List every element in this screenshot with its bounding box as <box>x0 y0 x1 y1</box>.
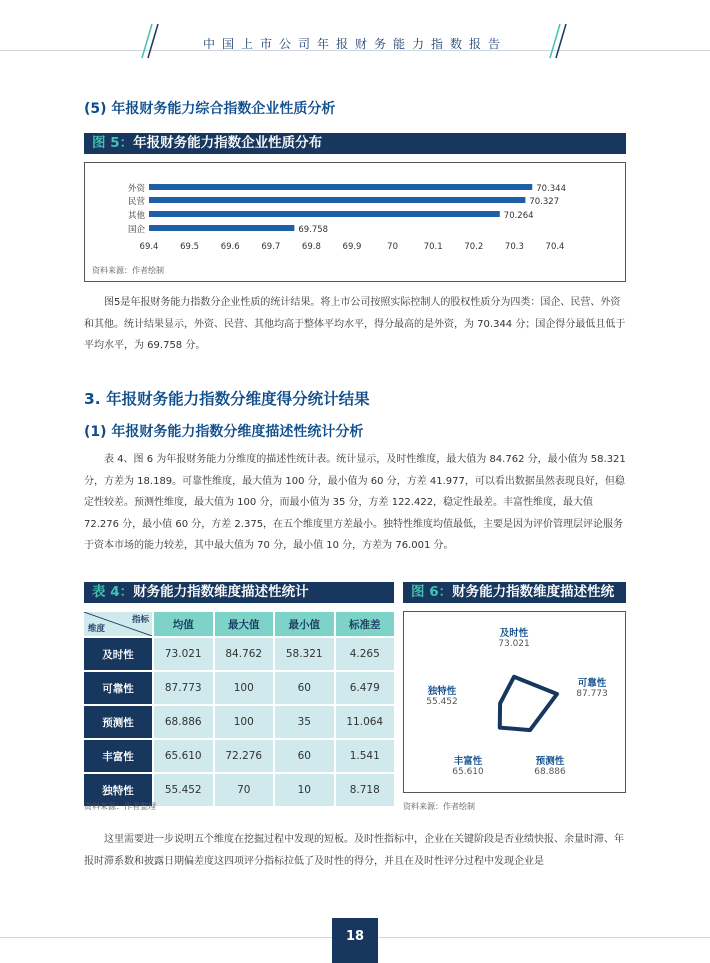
table4-cell: 55.452 <box>154 774 213 806</box>
figure6-chart-box <box>403 611 626 793</box>
radar-label-uniqueness <box>414 686 470 708</box>
radar-point <box>555 693 558 696</box>
radar-point <box>513 675 516 678</box>
bar-category-label: 外资 <box>127 184 145 194</box>
table4-row-name: 预测性 <box>84 706 152 738</box>
bar-data-label: 70.344 <box>536 184 567 194</box>
table4-cell: 60 <box>275 672 334 704</box>
bar-category-label: 民营 <box>127 197 145 207</box>
table-row <box>84 638 394 670</box>
table4-cell: 11.064 <box>336 706 395 738</box>
table4-cell: 68.886 <box>154 706 213 738</box>
x-tick-label: 69.8 <box>301 242 321 252</box>
x-tick-label: 69.6 <box>220 242 240 252</box>
table4-cell: 35 <box>275 706 334 738</box>
table-row <box>84 706 394 738</box>
bar-category-label: 国企 <box>127 225 145 235</box>
radar-point <box>498 726 501 729</box>
table4-header-row <box>84 612 394 636</box>
figure6-title-bar <box>403 582 626 603</box>
radar-label-timeliness <box>486 628 542 650</box>
x-tick-label: 69.7 <box>261 242 281 252</box>
table4-corner-top: 指标 <box>131 615 149 625</box>
table4-title: 财务能力指数维度描述性统计 <box>133 584 309 600</box>
table4-cell: 73.021 <box>154 638 213 670</box>
figure5-bar-chart <box>85 163 625 281</box>
table4-label: 表 4： <box>92 584 134 600</box>
x-tick-label: 70.4 <box>545 242 565 252</box>
radar-point <box>499 702 502 705</box>
page-number: 18 <box>332 918 378 963</box>
table4-cell: 84.762 <box>215 638 274 670</box>
x-tick-label: 70.3 <box>504 242 524 252</box>
table-row <box>84 740 394 772</box>
table4-source: 资料来源：作者整理 <box>84 802 156 811</box>
table4-cell: 100 <box>215 672 274 704</box>
radar-label-value: 87.773 <box>576 689 608 699</box>
table4-corner-cell <box>84 612 152 636</box>
table4-header-std: 标准差 <box>336 612 395 636</box>
table4-cell: 65.610 <box>154 740 213 772</box>
table4-cell: 8.718 <box>336 774 395 806</box>
header-title: 中国上市公司年报财务能力指数报告 <box>202 37 507 51</box>
table4-cell: 1.541 <box>336 740 395 772</box>
figure5-chart-box <box>84 162 626 282</box>
figure5-source: 资料来源：作者绘制 <box>92 266 164 275</box>
section-heading-3: 3. 年报财务能力指数分维度得分统计结果 <box>84 390 370 408</box>
bar-data-label: 70.327 <box>529 197 560 207</box>
radar-label-value: 68.886 <box>534 767 566 777</box>
figure6-title: 财务能力指数维度描述性统 <box>452 584 615 600</box>
table4-cell: 100 <box>215 706 274 738</box>
figure5-label: 图 5： <box>92 135 134 151</box>
figure5-title: 年报财务能力指数企业性质分布 <box>133 135 323 151</box>
figure5-title-bar <box>84 133 626 154</box>
radar-label-value: 65.610 <box>452 767 484 777</box>
bar <box>149 184 532 190</box>
x-tick-label: 70 <box>387 242 399 252</box>
table4-cell: 60 <box>275 740 334 772</box>
figure6-source: 资料来源：作者绘制 <box>403 802 475 811</box>
radar-label-predictability <box>522 756 578 778</box>
section-heading-3-1: (1) 年报财务能力指数分维度描述性统计分析 <box>84 424 364 440</box>
radar-label-name: 可靠性 <box>577 678 607 689</box>
radar-label-reliability <box>564 678 620 700</box>
table4-corner-bottom: 维度 <box>88 624 106 634</box>
table4-header-mean: 均值 <box>154 612 213 636</box>
header-slash-right-icon <box>548 22 568 60</box>
table4-cell: 70 <box>215 774 274 806</box>
table4-cell: 58.321 <box>275 638 334 670</box>
radar-label-name: 独特性 <box>427 686 457 697</box>
radar-label-name: 及时性 <box>499 628 529 639</box>
paragraph-shortcomings-text: 这里需要进一步说明五个维度在挖掘过程中发现的短板。及时性指标中，企业在关键阶段是否业绩快报、余量时滞、年报时滞系数和披露日期偏差度这四项评分指标拉低了及时性的得分，并且在及时性评分过程中发现企业是 <box>84 834 624 867</box>
bar <box>149 197 525 203</box>
radar-label-value: 55.452 <box>426 697 458 707</box>
x-tick-label: 70.1 <box>423 242 443 252</box>
bar <box>149 225 294 231</box>
bar <box>149 211 500 217</box>
table4-row-name: 可靠性 <box>84 672 152 704</box>
table4 <box>82 610 396 808</box>
table4-cell: 6.479 <box>336 672 395 704</box>
figure6-label: 图 6： <box>411 584 453 600</box>
table4-row-name: 独特性 <box>84 774 152 806</box>
bar-category-label: 其他 <box>127 211 145 221</box>
x-tick-label: 69.5 <box>180 242 200 252</box>
table4-header-min: 最小值 <box>275 612 334 636</box>
radar-label-name: 丰富性 <box>453 756 483 767</box>
radar-series-polygon <box>500 677 557 730</box>
table4-cell: 4.265 <box>336 638 395 670</box>
radar-label-value: 73.021 <box>498 639 530 649</box>
paragraph-figure5-text: 图5是年报财务能力指数分企业性质的统计结果。将上市公司按照实际控制人的股权性质分为四类：国企、民营、外资和其他。统计结果显示，外资、民营、其他均高于整体平均水平，得分最高的是外资，为 70.344 分；国企得分最低且低于平均水平，为 69.758 分。 <box>84 297 626 351</box>
table4-cell: 72.276 <box>215 740 274 772</box>
paragraph-dimensions-text: 表 4、图 6 为年报财务能力分维度的描述性统计表。统计显示，及时性维度，最大值为 84.762 分，最小值为 58.321 分，方差为 18.189。可靠性维度，最大值为 100 分，最小值为 60 分，方差 41.977，可以看出数据虽然表现良好，但稳定性较差。预测性维度，最大值为 100 分，而最小值为 35 分，方差 122.422，稳定性最差。丰富性维度，最大值 72.276 分，最小值 60 分，方差 2.375，在五个维度里方差最小。独特性维度均值最低，主要是因为评价管理层评论服务于资本市场的能力较差，其中最大值为 70 分，最小值 10 分，方差为 76.001 分。 <box>84 454 626 551</box>
table4-row-name: 丰富性 <box>84 740 152 772</box>
table4-cell: 10 <box>275 774 334 806</box>
bar-data-label: 70.264 <box>503 211 534 221</box>
table4-cell: 87.773 <box>154 672 213 704</box>
section-heading-5: (5) 年报财务能力综合指数企业性质分析 <box>84 101 336 117</box>
x-tick-label: 69.9 <box>342 242 362 252</box>
paragraph-shortcomings <box>84 829 626 872</box>
paragraph-figure5 <box>84 292 626 357</box>
bar-data-label: 69.758 <box>298 225 329 235</box>
radar-label-richness <box>440 756 496 778</box>
x-tick-label: 69.4 <box>139 242 159 252</box>
paragraph-dimensions <box>84 449 626 557</box>
radar-label-name: 预测性 <box>535 756 565 767</box>
x-tick-label: 70.2 <box>464 242 484 252</box>
table4-row-name: 及时性 <box>84 638 152 670</box>
table-row <box>84 672 394 704</box>
radar-point <box>529 729 532 732</box>
table4-title-bar <box>84 582 394 603</box>
table4-header-max: 最大值 <box>215 612 274 636</box>
